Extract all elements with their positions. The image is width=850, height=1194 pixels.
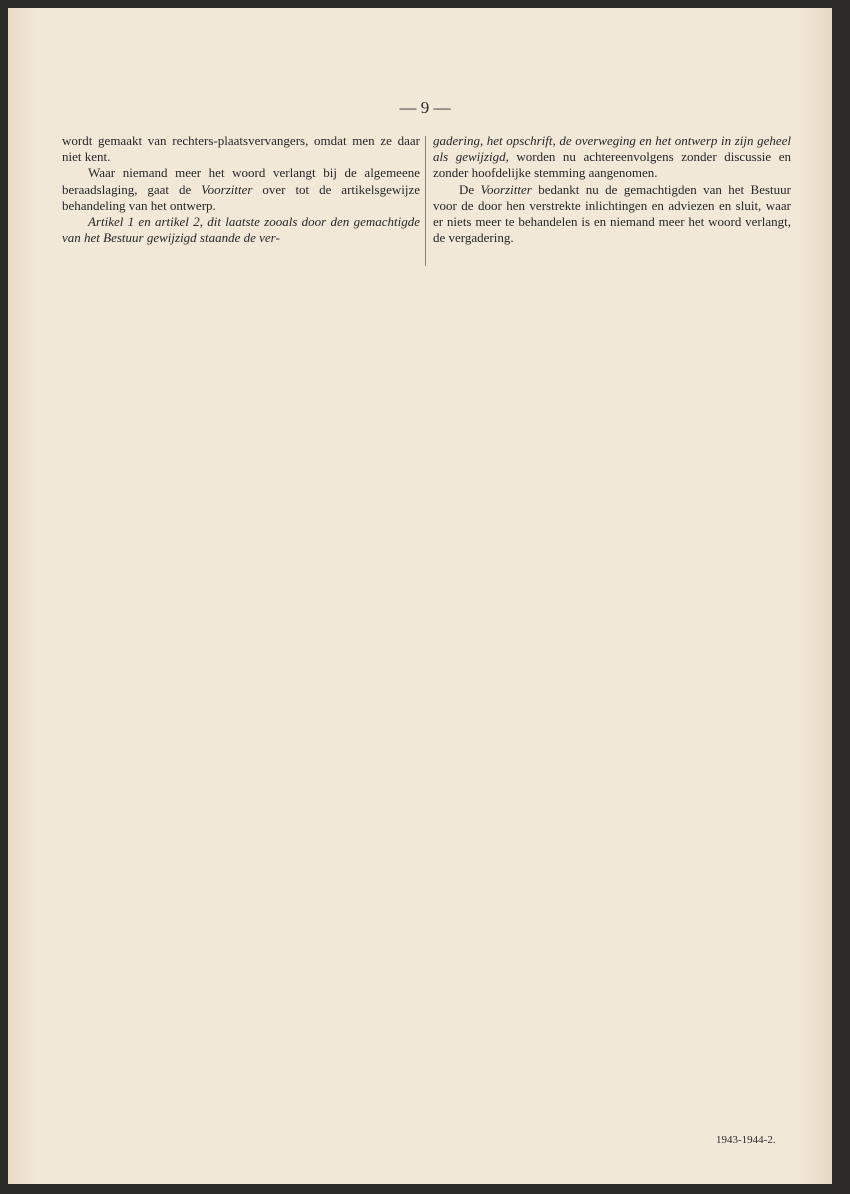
text-run: over tot de artikelsgewijze behandeling van het ontwerp. — [62, 181, 420, 213]
scan-edge — [832, 0, 850, 1194]
document-code: 1943-1944-2. — [716, 1134, 776, 1146]
italic-text: Voorzitter — [201, 181, 253, 197]
paragraph: wordt gemaakt van rechters-plaatsvervangers, omdat men ze daar niet kent. — [62, 133, 420, 165]
left-column — [62, 133, 420, 246]
column-divider — [425, 136, 426, 266]
text-run: worden nu achtereenvolgens zonder discussie en zonder hoofdelijke stemming aangenomen. — [433, 149, 791, 181]
paragraph — [62, 214, 420, 246]
italic-text: Voorzitter — [480, 181, 532, 197]
text-run: De — [459, 181, 481, 197]
text-run: bedankt nu de gemachtigden van het Bestuur voor de door hen verstrekte inlichtingen en adviezen en sluit, waar er niets meer te behandelen is en niemand meer het woord verlangt, de vergadering. — [433, 181, 791, 246]
paragraph — [62, 165, 420, 214]
page-number: — 9 — — [399, 98, 451, 117]
italic-text: gadering, het opschrift, de overweging en het ontwerp in zijn geheel als gewijzigd, — [433, 133, 791, 165]
italic-text: Artikel 1 en artikel 2, dit laatste zooals door den gemachtigde van het Bestuur gewijzigd staande de ver- — [62, 214, 420, 246]
paragraph — [433, 182, 791, 247]
text-run: Waar niemand meer het woord verlangt bij de algemeene beraadslaging, gaat de — [62, 165, 420, 197]
paragraph — [433, 133, 791, 182]
right-column — [433, 133, 791, 246]
